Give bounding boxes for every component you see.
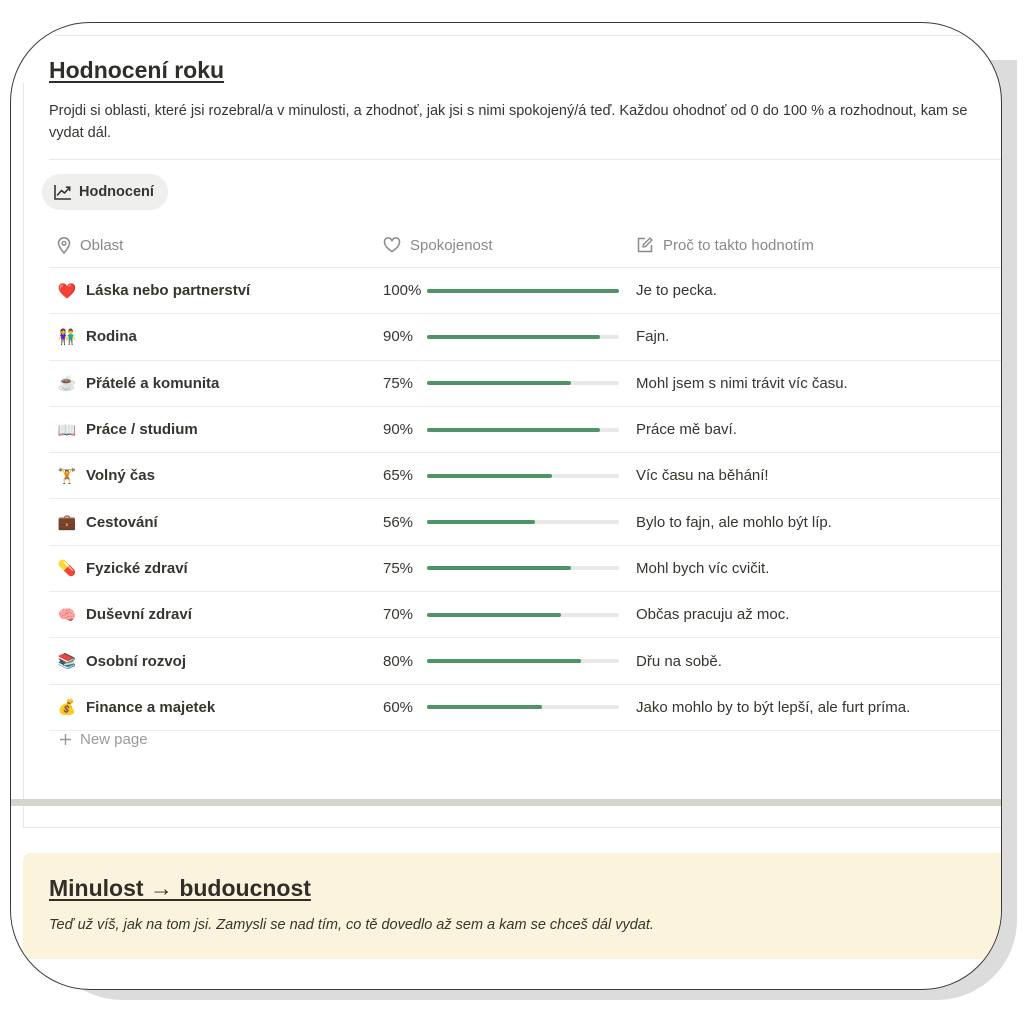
column-header-label: Proč to takto hodnotím	[663, 236, 814, 254]
reason-cell[interactable]	[636, 685, 910, 730]
line-chart-icon	[54, 184, 72, 200]
pin-icon	[57, 237, 71, 254]
progress-bar-fill	[427, 289, 619, 293]
table-row[interactable]	[49, 314, 1001, 360]
satisfaction-percent: 80%	[383, 652, 414, 670]
area-cell[interactable]	[57, 314, 137, 359]
book-emoji: 📖	[57, 421, 77, 439]
area-cell[interactable]	[57, 453, 155, 498]
edit-icon	[636, 236, 654, 254]
satisfaction-percent: 100%	[383, 282, 422, 300]
view-tab-hodnoceni[interactable]	[42, 174, 168, 210]
area-cell[interactable]	[57, 592, 192, 637]
progress-bar	[427, 289, 619, 293]
reason-text: Víc času na běhání!	[636, 467, 769, 485]
new-page-button[interactable]	[59, 731, 148, 748]
area-cell[interactable]	[57, 407, 198, 452]
callout-title: Minulost → budoucnost	[49, 875, 311, 901]
table-header	[49, 223, 1001, 268]
divider	[49, 159, 1001, 160]
area-name: Finance a majetek	[86, 698, 216, 716]
coffee-emoji: ☕	[57, 375, 77, 393]
satisfaction-cell[interactable]	[383, 638, 619, 683]
reason-cell[interactable]	[636, 453, 769, 498]
progress-bar-fill	[427, 474, 552, 478]
area-name: Duševní zdraví	[86, 606, 192, 624]
progress-bar-fill	[427, 428, 600, 432]
reason-text: Mohl bych víc cvičit.	[636, 559, 770, 577]
money-bag-emoji: 💰	[57, 699, 77, 717]
area-name: Fyzické zdraví	[86, 559, 188, 577]
frame-bottom-border	[23, 827, 1002, 828]
reason-cell[interactable]	[636, 499, 832, 544]
satisfaction-cell[interactable]	[383, 546, 619, 591]
column-header-label: Oblast	[80, 236, 124, 254]
table-row[interactable]	[49, 499, 1001, 545]
table-row[interactable]	[49, 361, 1001, 407]
page-card	[10, 22, 1002, 990]
satisfaction-percent: 56%	[383, 513, 414, 531]
area-name: Přátelé a komunita	[86, 374, 220, 392]
reason-cell[interactable]	[636, 546, 769, 591]
section-divider-band	[11, 799, 1001, 806]
page-title: Hodnocení roku	[49, 57, 225, 83]
progress-bar	[427, 335, 619, 339]
column-header-label: Spokojenost	[410, 236, 493, 254]
satisfaction-cell[interactable]	[383, 314, 619, 359]
callout-text: Teď už víš, jak na tom jsi. Zamysli se nad tím, co tě dovedlo až sem a kam se chceš dál vydat.	[49, 917, 654, 933]
area-cell[interactable]	[57, 685, 215, 730]
area-name: Cestování	[86, 513, 158, 531]
table-row[interactable]	[49, 407, 1001, 453]
progress-bar-fill	[427, 566, 571, 570]
reason-cell[interactable]	[636, 268, 717, 313]
reason-text: Fajn.	[636, 328, 670, 346]
satisfaction-percent: 90%	[383, 421, 414, 439]
progress-bar-fill	[427, 613, 561, 617]
satisfaction-percent: 65%	[383, 467, 414, 485]
pill-emoji: 💊	[57, 560, 77, 578]
table-row[interactable]	[49, 638, 1001, 684]
area-cell[interactable]	[57, 268, 250, 313]
table-body	[49, 268, 1001, 731]
column-header-proc[interactable]	[636, 223, 814, 267]
progress-bar	[427, 705, 619, 709]
area-name: Práce / studium	[86, 421, 198, 439]
reason-text: Mohl jsem s nimi trávit víc času.	[636, 374, 848, 392]
area-cell[interactable]	[57, 638, 186, 683]
progress-bar	[427, 613, 619, 617]
satisfaction-percent: 75%	[383, 374, 414, 392]
progress-bar	[427, 474, 619, 478]
satisfaction-cell[interactable]	[383, 592, 619, 637]
satisfaction-cell[interactable]	[383, 361, 619, 406]
progress-bar	[427, 428, 619, 432]
column-header-oblast[interactable]	[57, 223, 123, 267]
progress-bar-fill	[427, 659, 581, 663]
reason-text: Je to pecka.	[636, 282, 717, 300]
satisfaction-percent: 60%	[383, 698, 414, 716]
column-header-spokojenost[interactable]	[383, 223, 619, 267]
satisfaction-cell[interactable]	[383, 453, 619, 498]
progress-bar	[427, 381, 619, 385]
area-name: Volný čas	[86, 467, 155, 485]
table-row[interactable]	[49, 685, 1001, 731]
new-page-label: New page	[80, 731, 148, 748]
satisfaction-percent: 70%	[383, 606, 414, 624]
satisfaction-cell[interactable]	[383, 268, 619, 313]
satisfaction-cell[interactable]	[383, 685, 619, 730]
reason-text: Práce mě baví.	[636, 421, 737, 439]
progress-bar	[427, 659, 619, 663]
callout-block	[23, 853, 1002, 959]
page-description: Projdi si oblasti, které jsi rozebral/a v minulosti, a zhodnoť, jak jsi s nimi spokojený/á teď. Každou ohodnoť od 0 do 100 % a rozhodnout, kam se vydat dál.	[49, 103, 968, 141]
satisfaction-percent: 90%	[383, 328, 414, 346]
area-name: Osobní rozvoj	[86, 652, 187, 670]
briefcase-emoji: 💼	[57, 514, 77, 532]
reason-cell[interactable]	[636, 314, 669, 359]
area-name: Rodina	[86, 328, 137, 346]
frame-top-border	[55, 35, 1002, 36]
progress-bar-fill	[427, 335, 600, 339]
table-row[interactable]	[49, 453, 1001, 499]
progress-bar-fill	[427, 381, 571, 385]
satisfaction-cell[interactable]	[383, 407, 619, 452]
database-table	[49, 223, 1001, 731]
progress-bar	[427, 520, 619, 524]
reason-cell[interactable]	[636, 592, 789, 637]
plus-icon	[59, 733, 72, 746]
heart-icon	[383, 237, 401, 253]
view-tab-label: Hodnocení	[79, 184, 154, 200]
weightlifter-emoji: 🏋️	[57, 467, 77, 485]
area-cell[interactable]	[57, 546, 188, 591]
progress-bar-fill	[427, 705, 542, 709]
table-row[interactable]	[49, 268, 1001, 314]
brain-emoji: 🧠	[57, 606, 77, 624]
table-row[interactable]	[49, 546, 1001, 592]
progress-bar	[427, 566, 619, 570]
area-cell[interactable]	[57, 361, 219, 406]
satisfaction-percent: 75%	[383, 559, 414, 577]
frame-left-border	[23, 83, 24, 827]
area-name: Láska nebo partnerství	[86, 282, 251, 300]
books-emoji: 📚	[57, 653, 77, 671]
satisfaction-cell[interactable]	[383, 499, 619, 544]
area-cell[interactable]	[57, 499, 158, 544]
reason-text: Občas pracuju až moc.	[636, 606, 790, 624]
reason-cell[interactable]	[636, 407, 737, 452]
reason-cell[interactable]	[636, 361, 848, 406]
table-row[interactable]	[49, 592, 1001, 638]
red-heart-emoji: ❤️	[57, 282, 77, 300]
reason-text: Dřu na sobě.	[636, 652, 722, 670]
reason-cell[interactable]	[636, 638, 722, 683]
progress-bar-fill	[427, 520, 535, 524]
reason-text: Bylo to fajn, ale mohlo být líp.	[636, 513, 832, 531]
reason-text: Jako mohlo by to být lepší, ale furt príma.	[636, 698, 911, 716]
family-emoji: 👫	[57, 328, 77, 346]
